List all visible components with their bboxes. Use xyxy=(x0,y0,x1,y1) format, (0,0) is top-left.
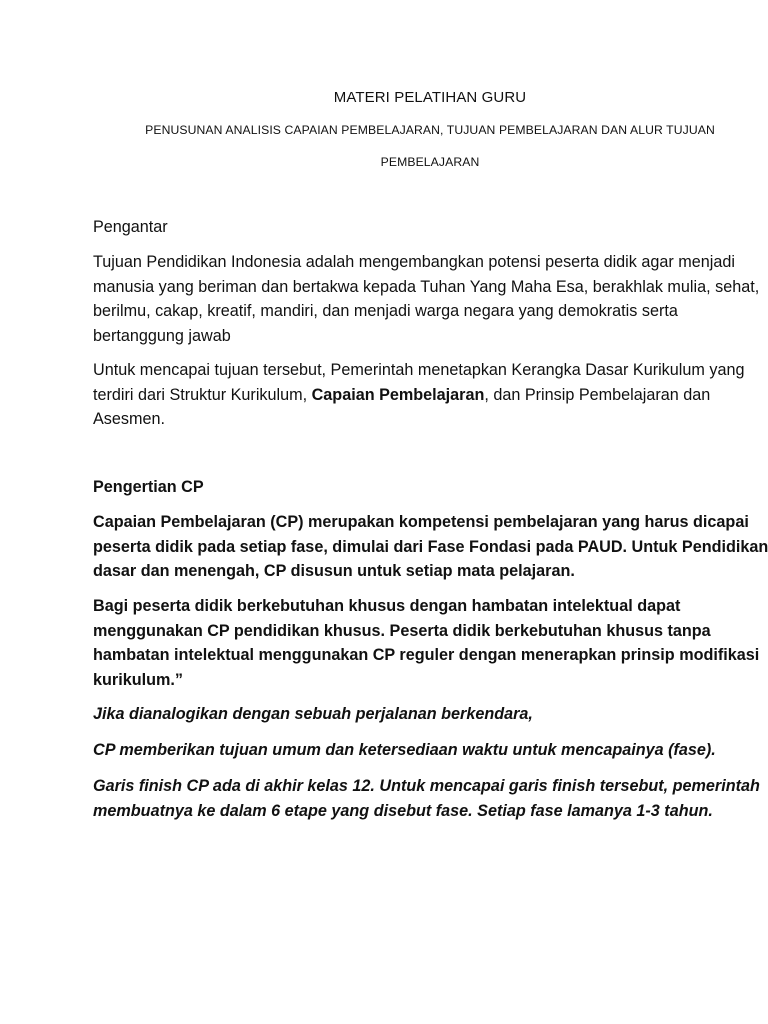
capaian-pembelajaran-bold-term: Capaian Pembelajaran xyxy=(311,385,485,404)
analogy-finish-line: Garis finish CP ada di akhir kelas 12. Untuk mencapai garis finish tersebut, pemerintah membuatnya ke dalam 6 etape yang disebut fase. Setiap fase lamanya 1-3 tahun. xyxy=(93,777,760,820)
pengertian-paragraph-1: Capaian Pembelajaran (CP) merupakan kompetensi pembelajaran yang harus dicapai peserta didik pada setiap fase, dimulai dari Fase Fondasi pada PAUD. Untuk Pendidikan dasar dan menengah, CP disusun untuk setiap mata pelajaran. xyxy=(93,513,768,580)
section-heading-pengertian-cp: Pengertian CP xyxy=(93,478,204,496)
document-title: MATERI PELATIHAN GURU xyxy=(333,89,527,106)
document-subtitle-line-2: PEMBELAJARAN xyxy=(380,155,480,169)
pengantar-paragraph-2-text-before: Untuk mencapai tujuan tersebut, Pemerintah menetapkan Kerangka Dasar Kurikulum yang terdiri dari Struktur Kurikulum, xyxy=(93,361,745,404)
section-heading-pengantar: Pengantar xyxy=(93,218,168,236)
pengertian-paragraph-2: Bagi peserta didik berkebutuhan khusus dengan hambatan intelektual dapat menggunakan CP pendidikan khusus. Peserta didik berkebutuhan khusus tanpa hambatan intelektual menggunakan CP reguler dengan menerapkan prinsip modifikasi kurikulum.” xyxy=(93,597,760,689)
pengantar-paragraph-2-text-after: , dan Prinsip Pembelajaran dan Asesmen. xyxy=(93,385,711,428)
pengantar-paragraph-2 xyxy=(93,358,768,432)
analogy-cp-goal: CP memberikan tujuan umum dan ketersediaan waktu untuk mencapainya (fase). xyxy=(93,741,716,759)
analogy-intro: Jika dianalogikan dengan sebuah perjalanan berkendara, xyxy=(93,705,533,723)
pengantar-paragraph-1: Tujuan Pendidikan Indonesia adalah mengembangkan potensi peserta didik agar menjadi manusia yang beriman dan bertakwa kepada Tuhan Yang Maha Esa, berakhlak mulia, sehat, berilmu, cakap, kreatif, mandiri, dan menjadi warga negara yang demokratis serta bertanggung jawab xyxy=(93,253,760,345)
document-subtitle-line-1: PENUSUNAN ANALISIS CAPAIAN PEMBELAJARAN, TUJUAN PEMBELAJARAN DAN ALUR TUJUAN xyxy=(145,123,715,137)
